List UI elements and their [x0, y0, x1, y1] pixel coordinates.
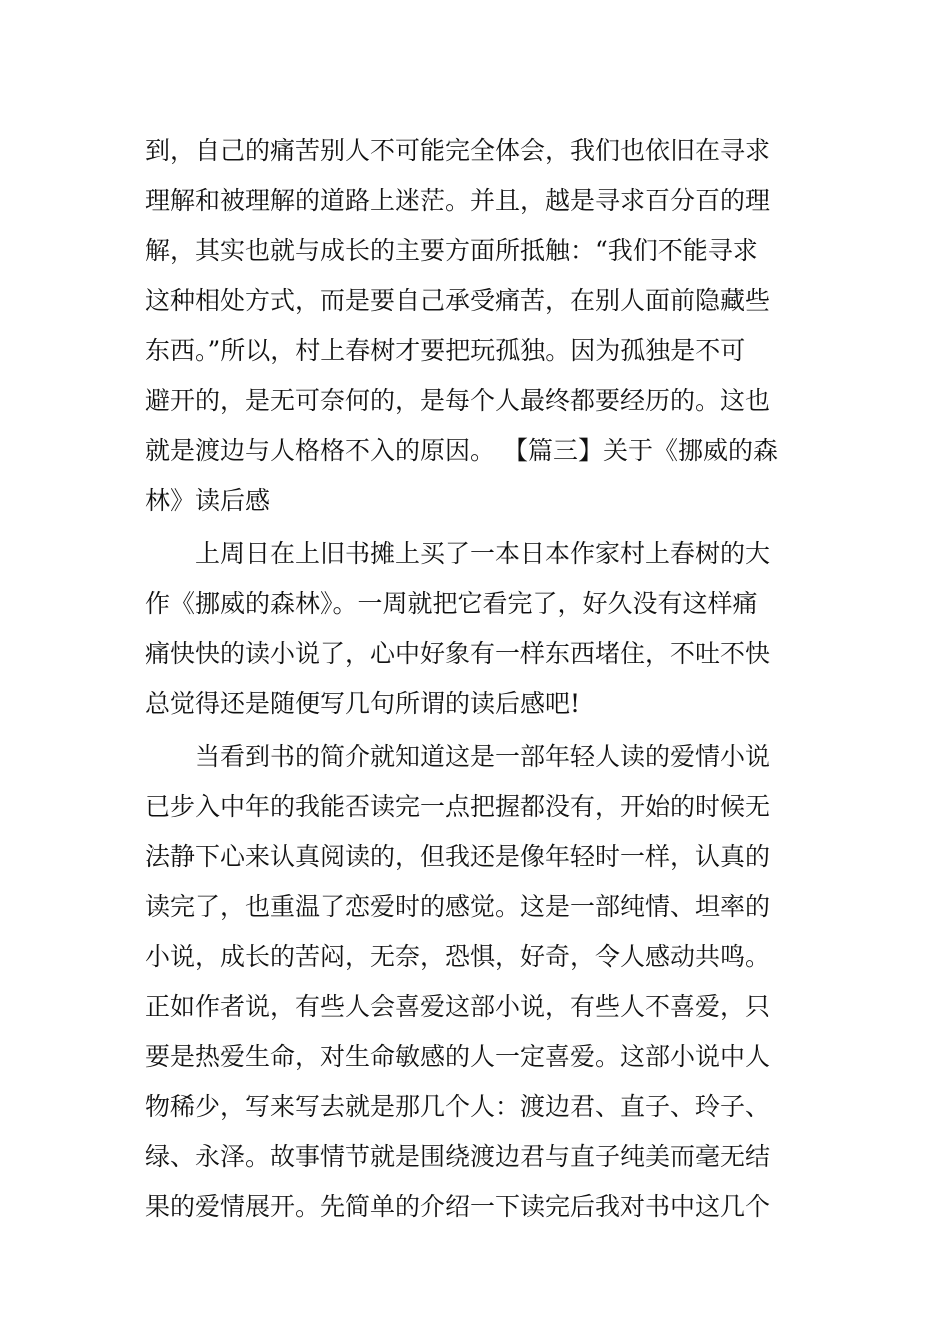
text-line: 物稀少，写来写去就是那几个人：渡边君、直子、玲子、 [145, 1092, 771, 1121]
text-line: 要是热爱生命，对生命敏感的人一定喜爱。这部小说中人 [145, 1042, 771, 1071]
paragraph-2 [145, 529, 810, 729]
paragraph-3 [145, 732, 810, 1232]
text-line: 果的爱情展开。先简单的介绍一下读完后我对书中这几个 [145, 1192, 771, 1221]
text-line: 绿、永泽。故事情节就是围绕渡边君与直子纯美而毫无结 [145, 1142, 771, 1171]
text-line: 当看到书的简介就知道这是一部年轻人读的爱情小说 [145, 742, 771, 771]
text-line: 理解和被理解的道路上迷茫。并且，越是寻求百分百的理 [145, 186, 771, 215]
body-text [145, 126, 810, 1232]
text-line: 作《挪威的森林》。一周就把它看完了，好久没有这样痛 [145, 589, 758, 618]
text-line: 法静下心来认真阅读的，但我还是像年轻时一样，认真的 [145, 842, 771, 871]
text-line: 解，其实也就与成长的主要方面所抵触：“我们不能寻求 [145, 236, 758, 265]
text-line: 总觉得还是随便写几句所谓的读后感吧! [145, 689, 581, 718]
text-line: 就是渡边与人格格不入的原因。 【篇三】关于《挪威的森 [145, 436, 778, 465]
text-line: 痛快快的读小说了，心中好象有一样东西堵住，不吐不快 [145, 639, 771, 668]
text-line: 东西。”所以，村上春树才要把玩孤独。因为孤独是不可 [145, 336, 746, 365]
text-line: 到，自己的痛苦别人不可能完全体会，我们也依旧在寻求 [145, 136, 771, 165]
text-line: 小说，成长的苦闷，无奈，恐惧，好奇，令人感动共鸣。 [145, 942, 771, 971]
text-line: 正如作者说，有些人会喜爱这部小说，有些人不喜爱，只 [145, 992, 771, 1021]
text-line: 上周日在上旧书摊上买了一本日本作家村上春树的大 [145, 539, 771, 568]
text-line: 读完了，也重温了恋爱时的感觉。这是一部纯情、坦率的 [145, 892, 771, 921]
paragraph-1 [145, 126, 810, 526]
text-line: 林》读后感 [145, 486, 271, 515]
text-line: 已步入中年的我能否读完一点把握都没有，开始的时候无 [145, 792, 771, 821]
text-line: 这种相处方式，而是要自己承受痛苦，在别人面前隐藏些 [145, 286, 771, 315]
text-line: 避开的，是无可奈何的，是每个人最终都要经历的。这也 [145, 386, 771, 415]
